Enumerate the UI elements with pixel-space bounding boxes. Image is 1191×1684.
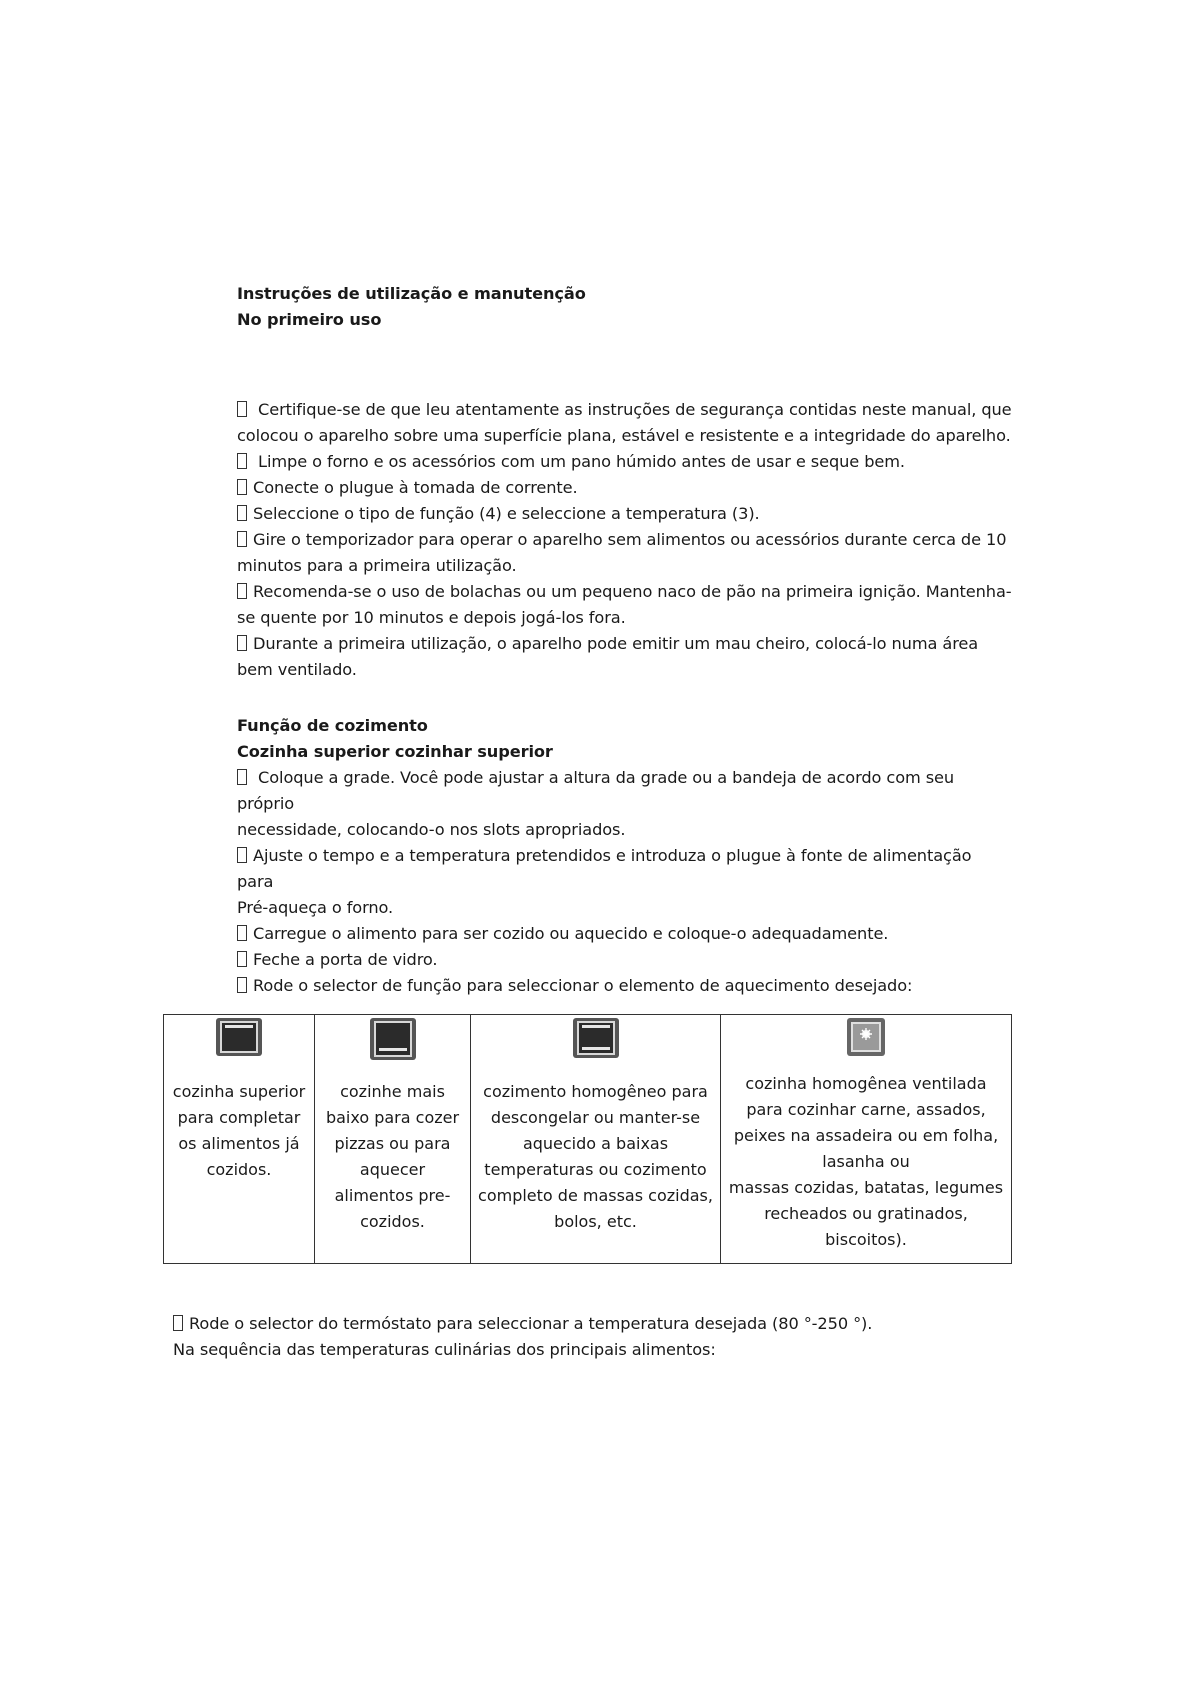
list-item-continuation: colocou o aparelho sobre uma superfície plana, estável e resistente e a integridade do aparelho. — [237, 426, 1011, 445]
list-item: Ajuste o tempo e a temperatura pretendidos e introduza o plugue à fonte de alimentação — [237, 843, 1017, 869]
temperature-section — [173, 1311, 953, 1363]
list-item: Feche a porta de vidro. — [237, 947, 1017, 973]
bullet-box-icon — [237, 635, 247, 651]
cell-line: cozinha homogênea ventilada — [745, 1074, 987, 1093]
top-bottom-heat-icon — [572, 1017, 620, 1059]
cell-line: cozinhe mais — [340, 1082, 445, 1101]
list-item: Coloque a grade. Você pode ajustar a altura da grade ou a bandeja de acordo com seu — [237, 765, 1017, 791]
table-cell-top-heat — [164, 1015, 315, 1264]
cell-line: completo de massas cozidas, — [478, 1186, 713, 1205]
cell-line: cozinha superior — [172, 1082, 306, 1101]
list-item-continuation: se quente por 10 minutos e depois jogá-los fora. — [237, 608, 626, 627]
bullet-box-icon — [237, 951, 247, 967]
cell-line: descongelar ou manter-se — [490, 1108, 701, 1127]
cell-line: recheados ou gratinados, — [764, 1204, 968, 1223]
bullet-box-icon — [237, 479, 247, 495]
cell-line: alimentos pre- — [334, 1186, 451, 1205]
cell-line: pizzas ou para — [334, 1134, 451, 1153]
list-item: Conecte o plugue à tomada de corrente. — [237, 475, 1017, 501]
section-title: Função de cozimento — [237, 716, 428, 735]
bottom-heat-icon — [369, 1017, 417, 1061]
section-subtitle: Cozinha superior cozinhar superior — [237, 742, 553, 761]
heating-functions-table — [163, 1014, 1012, 1264]
fan-heat-icon — [846, 1017, 886, 1057]
table-cell-fan-heat — [721, 1015, 1012, 1264]
cell-line: baixo para cozer — [325, 1108, 460, 1127]
list-item-continuation: para — [237, 872, 274, 891]
cell-line: cozidos. — [360, 1212, 425, 1231]
list-item: Seleccione o tipo de função (4) e seleccione a temperatura (3). — [237, 501, 1017, 527]
list-item-continuation: Pré-aqueça o forno. — [237, 898, 394, 917]
cell-line: massas cozidas, batatas, legumes — [728, 1178, 1004, 1197]
cell-line: temperaturas ou cozimento — [484, 1160, 707, 1179]
section-title: Instruções de utilização e manutenção — [237, 284, 586, 303]
cell-line: para cozinhar carne, assados, — [746, 1100, 986, 1119]
list-item: Limpe o forno e os acessórios com um pano húmido antes de usar e seque bem. — [237, 449, 1017, 475]
cell-line: lasanha ou — [822, 1152, 910, 1171]
list-item: Rode o selector de função para seleccionar o elemento de aquecimento desejado: — [237, 973, 1017, 999]
bullet-box-icon — [237, 977, 247, 993]
section-subtitle: No primeiro uso — [237, 310, 382, 329]
cell-line: cozimento homogêneo para — [483, 1082, 708, 1101]
list-item: Gire o temporizador para operar o aparelho sem alimentos ou acessórios durante cerca de 10 — [237, 527, 1017, 553]
list-item: Carregue o alimento para ser cozido ou aquecido e coloque-o adequadamente. — [237, 921, 1017, 947]
bullet-box-icon — [237, 505, 247, 521]
list-item-continuation: necessidade, colocando-o nos slots apropriados. — [237, 820, 626, 839]
cooking-function-section — [237, 713, 1017, 999]
bullet-box-icon — [173, 1315, 183, 1331]
bullet-box-icon — [237, 583, 247, 599]
cell-line: para completar — [177, 1108, 301, 1127]
top-heat-icon — [215, 1017, 263, 1057]
table-cell-top-bottom-heat — [471, 1015, 721, 1264]
list-item-continuation: minutos para a primeira utilização. — [237, 556, 517, 575]
bullet-box-icon — [237, 401, 247, 417]
cell-line: cozidos. — [206, 1160, 272, 1179]
first-use-list — [237, 397, 1017, 683]
list-item-continuation: próprio — [237, 794, 295, 813]
list-item: Recomenda-se o uso de bolachas ou um pequeno naco de pão na primeira ignição. Mantenha- — [237, 579, 1017, 605]
cell-line: peixes na assadeira ou em folha, — [733, 1126, 999, 1145]
bullet-box-icon — [237, 769, 247, 785]
bullet-box-icon — [237, 453, 247, 469]
list-item-continuation: bem ventilado. — [237, 660, 357, 679]
table-cell-bottom-heat — [315, 1015, 471, 1264]
list-item: Certifique-se de que leu atentamente as instruções de segurança contidas neste manual, que — [237, 397, 1017, 423]
cell-line: aquecer — [359, 1160, 426, 1179]
list-item: Durante a primeira utilização, o aparelho pode emitir um mau cheiro, colocá-lo numa área — [237, 631, 1017, 657]
bullet-box-icon — [237, 847, 247, 863]
bullet-box-icon — [237, 531, 247, 547]
cell-line: biscoitos). — [825, 1230, 907, 1249]
cell-line: aquecido a baixas — [522, 1134, 669, 1153]
bullet-box-icon — [237, 925, 247, 941]
instructions-heading — [237, 281, 1017, 333]
cell-line: os alimentos já — [178, 1134, 300, 1153]
table-row — [164, 1015, 1012, 1264]
list-item: Rode o selector do termóstato para seleccionar a temperatura desejada (80 °-250 °). — [173, 1311, 953, 1337]
cell-line: bolos, etc. — [554, 1212, 637, 1231]
body-text: Na sequência das temperaturas culinárias dos principais alimentos: — [173, 1340, 716, 1359]
